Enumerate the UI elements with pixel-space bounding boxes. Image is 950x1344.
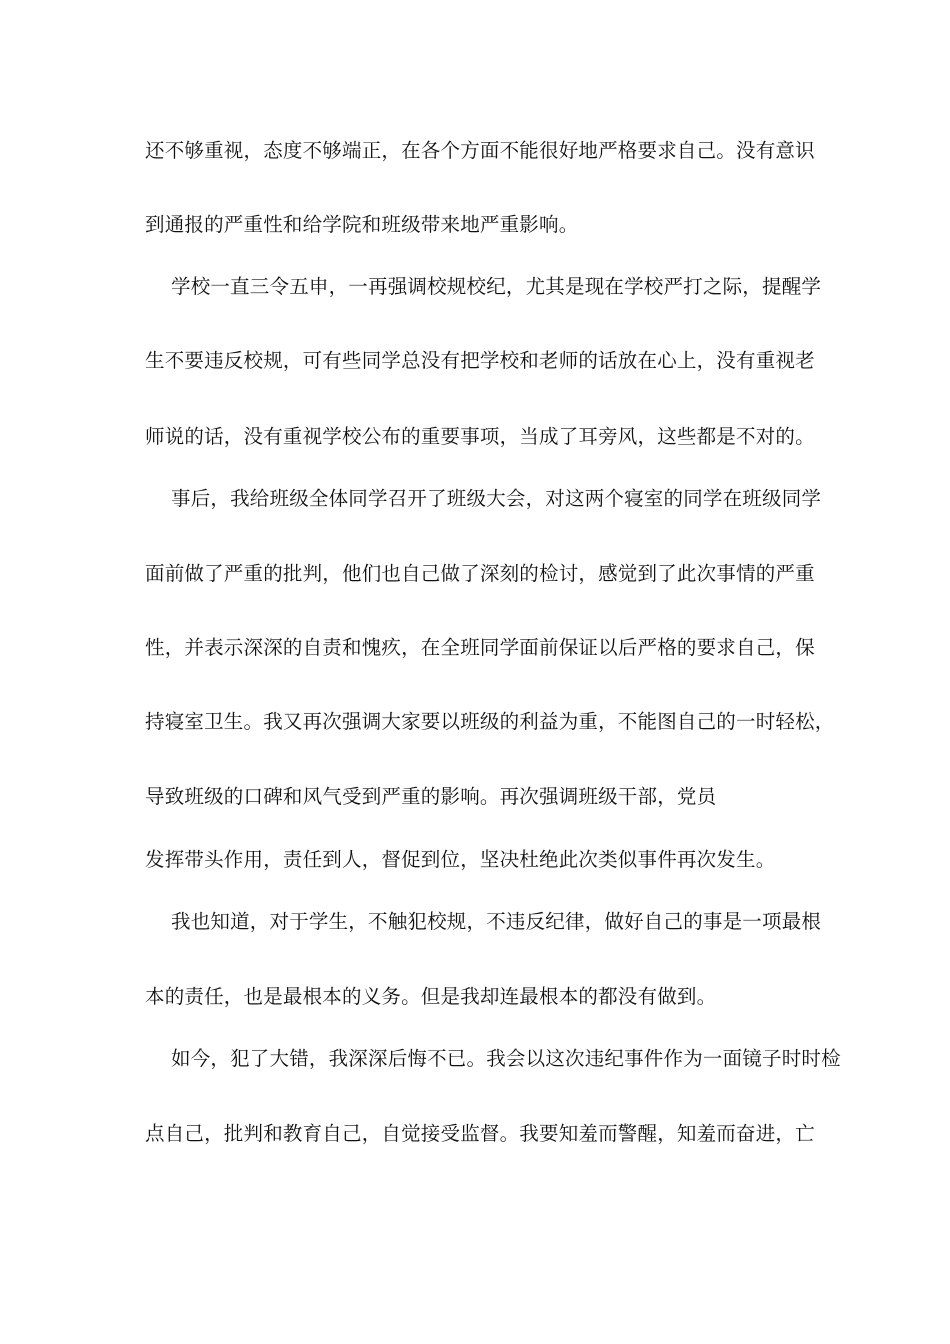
text-line-13: 本的责任，也是最根本的义务。但是我却连最根本的都没有做到。 — [145, 985, 717, 1008]
text-line-2: 到通报的严重性和给学院和班级带来地严重影响。 — [145, 213, 579, 236]
text-line-4: 生不要违反校规，可有些同学总没有把学校和老师的话放在心上，没有重视老 — [145, 349, 815, 372]
text-line-5: 师说的话，没有重视学校公布的重要事项，当成了耳旁风，这些都是不对的。 — [145, 425, 815, 448]
paragraph-start-line: 学校一直三令五申，一再强调校规校纪，尤其是现在学校严打之际，提醒学 — [171, 275, 822, 298]
paragraph-start-line: 事后，我给班级全体同学召开了班级大会，对这两个寝室的同学在班级同学 — [171, 487, 822, 510]
text-line-1: 还不够重视，态度不够端正，在各个方面不能很好地严格要求自己。没有意识 — [145, 139, 815, 162]
paragraph-start-line: 如今，犯了大错，我深深后悔不已。我会以这次违纪事件作为一面镜子时时检 — [171, 1047, 841, 1070]
text-line-11: 发挥带头作用，责任到人，督促到位，坚决杜绝此次类似事件再次发生。 — [145, 848, 776, 871]
text-line-8: 性，并表示深深的自责和愧疚，在全班同学面前保证以后严格的要求自己，保 — [145, 636, 815, 659]
text-line-7: 面前做了严重的批判，他们也自己做了深刻的检讨，感觉到了此次事情的严重 — [145, 562, 815, 585]
text-line-10: 导致班级的口碑和风气受到严重的影响。再次强调班级干部，党员 — [145, 785, 717, 808]
text-line-15: 点自己，批判和教育自己，自觉接受监督。我要知羞而警醒，知羞而奋进，亡 — [145, 1122, 815, 1145]
text-line-9: 持寝室卫生。我又再次强调大家要以班级的利益为重，不能图自己的一时轻松， — [145, 710, 835, 733]
paragraph-start-line: 我也知道，对于学生，不触犯校规，不违反纪律，做好自己的事是一项最根 — [171, 910, 822, 933]
